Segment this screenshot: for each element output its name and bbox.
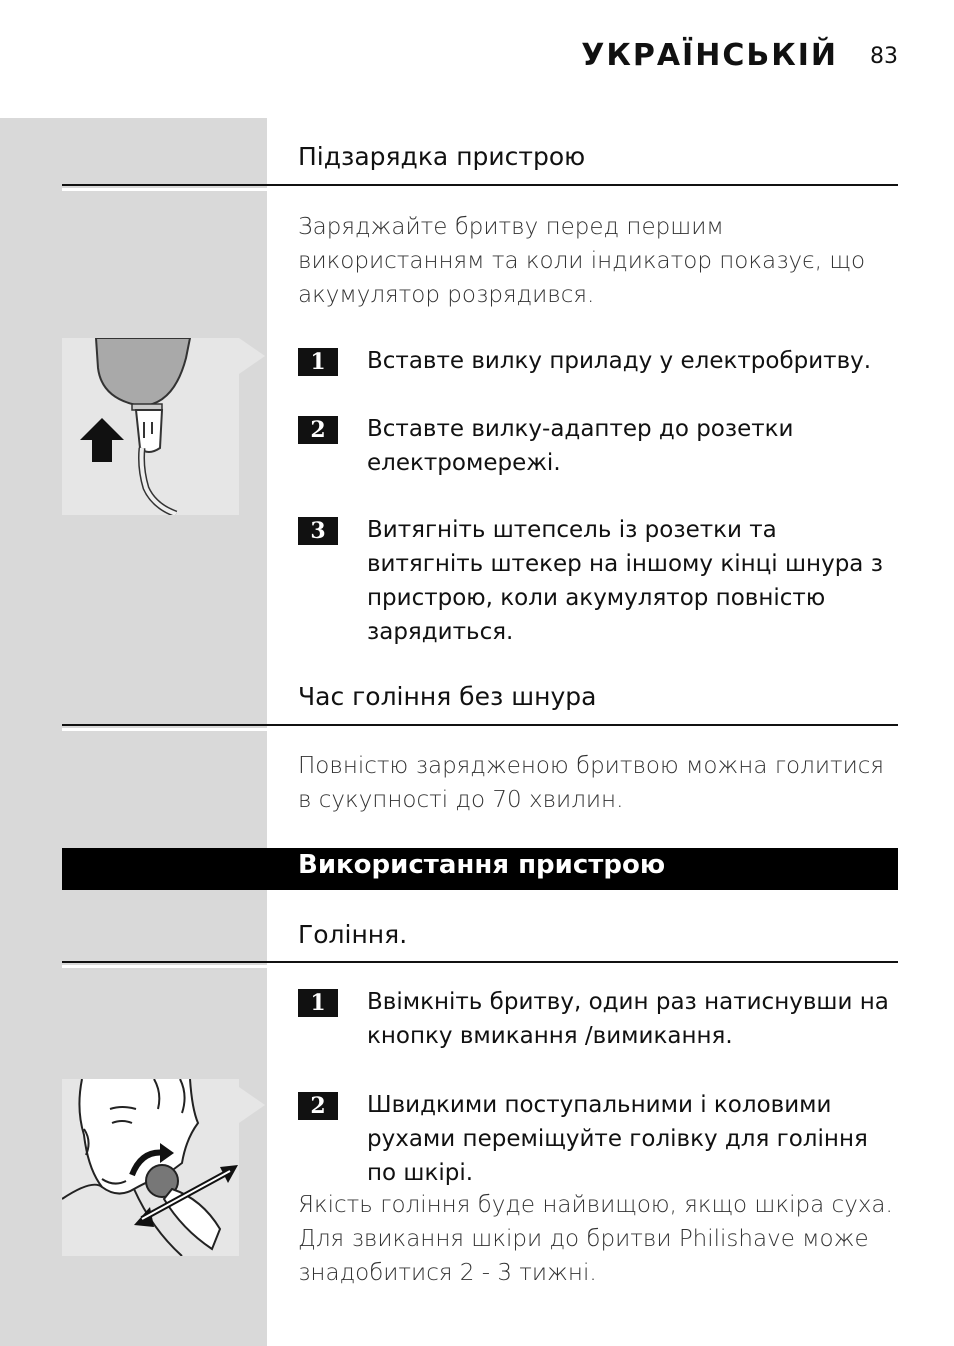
charging-illustration [62,338,239,515]
illustration-pointer [239,1087,265,1123]
cordless-title: Час гоління без шнура [298,682,597,711]
step-text: Вставте вилку приладу у електробритву. [367,348,872,374]
language-header: УКРАЇНСЬКІЙ [581,38,838,73]
shaving-face-icon [62,1079,239,1256]
cordless-text: Повністю зарядженою бритвою можна голитися в сукупності до 70 хвилин. [298,753,884,813]
shaving-note: Якість гоління буде найвищою, якщо шкіра суха. Для звикання шкіри до бритви Philishave може знадобитися 2 - 3 тижні. [298,1192,893,1286]
usage-banner-title: Використання пристрою [298,850,666,880]
charging-intro: Заряджайте бритву перед першим використанням та коли індикатор показує, що акумулятор розрядився. [298,214,866,308]
step-number: 1 [298,989,338,1017]
page-number: 83 [870,44,898,69]
step-text: Ввімкніть бритву, один раз натиснувши на кнопку вмикання /вимикання. [367,989,889,1049]
charging-title: Підзарядка пристрою [298,142,586,171]
step-number: 2 [298,1092,338,1120]
section-divider [62,961,898,963]
step-text: Вставте вилку-адаптер до розетки електромережі. [367,416,794,476]
section-divider [62,184,898,186]
step-number: 1 [298,348,338,376]
step-text: Швидкими поступальними і коловими рухами переміщуйте голівку для гоління по шкірі. [367,1092,868,1186]
shaving-title: Гоління. [298,920,408,949]
step-number: 3 [298,517,338,545]
section-divider [62,724,898,726]
usage-banner [62,848,898,890]
plug-in-shaver-icon [62,338,239,515]
shaving-illustration [62,1079,239,1256]
step-text: Витягніть штепсель із розетки та витягніть штекер на іншому кінці шнура з пристрою, коли акумулятор повністю зарядиться. [367,517,883,645]
step-number: 2 [298,416,338,444]
illustration-pointer [239,338,265,374]
